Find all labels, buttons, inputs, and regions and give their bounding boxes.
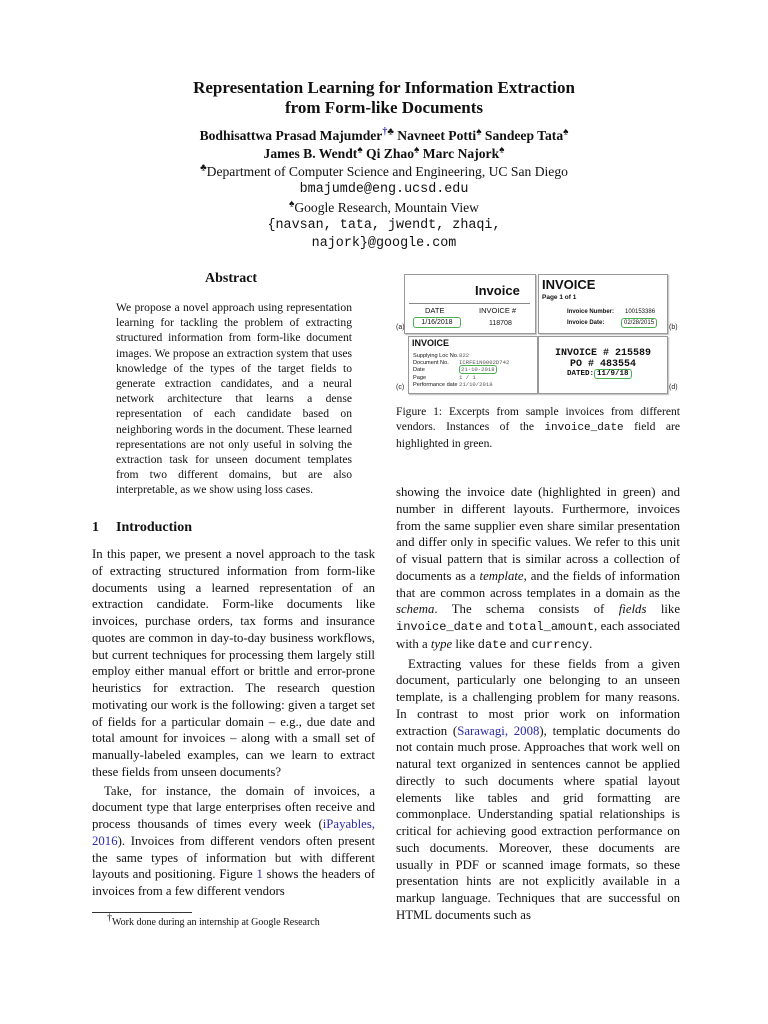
email-google-line-2: najork}@google.com [311,236,457,251]
club-symbol: ♣ [387,126,394,138]
panel-a-date-header: DATE [425,306,445,315]
section-number: 1 [92,520,99,535]
panel-c-row-value: 21/10/2018 [459,380,493,388]
figure-panel-a [404,274,536,334]
author-tata: Sandeep Tata [484,128,564,143]
spade-symbol: ♠ [357,144,363,156]
spade-symbol: ♠ [499,144,505,156]
email-google-line-1: {navsan, tata, jwendt, zhaqi, [267,218,501,233]
intro-paragraph-2: Take, for instance, the domain of invoices, a document type that large enterprises often receive and process thousands of times every week (iPayables, 2016). Invoices from different vendors often present the same types of information but with different layouts and positioning. Figure 1 shows the headers of invoices from a few different vendors [92,783,375,898]
affiliations [0,163,768,253]
abstract-text: We propose a novel approach using representation learning for tackling the problem of extracting structured information from form-like document images. We propose an extraction system that uses knowledge of the types of the target fields to generate extraction candidates, and a neural network architecture that learns a dense representation of each candidate based on neighboring words in the document. These learned representations are not only useful in solving the extraction task for unseen document templates from two different domains, but are also interpretable, as we show using loss cases. [116,301,352,497]
figure-1 [396,272,680,398]
spade-symbol: ♠ [563,126,569,138]
panel-c-row-value: ICRFE1N0002D742 [459,359,510,367]
spade-symbol: ♠ [476,126,482,138]
panel-c-row-key: Supplying Loc No. [413,353,459,359]
author-wendt: James B. Wendt [263,146,358,161]
panel-c-title: INVOICE [412,338,450,348]
figure-panel-c [408,336,538,394]
author-najork: Marc Najork [422,146,500,161]
panel-c-row [413,382,493,389]
panel-d-label: (d) [669,384,678,391]
panel-a-label: (a) [396,324,405,331]
citation-ipayables[interactable]: iPayables, 2016 [92,817,375,848]
panel-a-title: Invoice [475,283,520,298]
affiliation-ucsd: Department of Computer Science and Engineering, UC San Diego [206,164,568,179]
footnote-mark: † [107,912,112,924]
club-symbol: ♣ [200,162,207,174]
email-ucsd: bmajumde@eng.ucsd.edu [299,182,469,197]
panel-b-page: Page 1 of 1 [542,294,577,301]
field-invoice-date: invoice_date [396,620,483,634]
panel-c-label: (c) [396,384,405,391]
affiliation-google: Google Research, Mountain View [294,200,479,215]
paper-title [0,78,768,118]
author-potti: Navneet Potti [397,128,477,143]
panel-c-row-key: Document No. [413,360,449,367]
footnote-dagger: † [382,126,388,138]
panel-d-invoice-number: INVOICE # 215589 [554,348,651,359]
panel-a-date-highlight: 1/16/2018 [413,317,461,328]
right-column-body [396,484,680,926]
type-date: date [477,637,507,652]
field-total-amount: total_amount [507,620,595,634]
author-zhao: Qi Zhao [366,146,415,161]
caption-field-name: invoice_date [544,422,624,435]
panel-d-po-number: PO # 483554 [569,359,636,370]
section-heading-introduction [92,520,192,536]
panel-b-date-label: Invoice Date: [567,320,605,326]
figure-1-caption: Figure 1: Excerpts from sample invoices from different vendors. Instances of the invoice_date field are highlighted in green. [396,405,680,451]
figure-panel-b [538,274,668,334]
panel-d-dated-label: DATED: [567,370,595,378]
panel-d-date-highlight: 11/9/18 [594,369,632,379]
citation-sarawagi[interactable]: Sarawagi, 2008 [457,723,540,738]
body-paragraph-2: Extracting values for these fields from a given document, particularly one belonging to an unseen template, is a challenging problem for many reasons. In contrast to most prior work on information extraction (Sarawagi, 2008), templatic documents do not contain much prose. Approaches that work well on natural text organized in sentences cannot be applied directly to such documents where spatial layout elements like tables and grid formatting are commonplace. Understanding spatial relationships is critical for achieving good extraction performance on such documents. Moreover, these documents are usually in PDF or scanned image formats, so these presentation hints are not explicitly available in a markup language. Techniques that are successful on HTML documents such as [396,656,681,922]
panel-b-title: INVOICE [542,277,596,292]
panel-a-number-header: INVOICE # [479,306,517,315]
panel-a-number: 118708 [489,320,512,327]
panel-b-number-label: Invoice Number: [567,309,615,315]
title-line-2: from Form-like Documents [285,98,483,117]
author-majumder: Bodhisattwa Prasad Majumder [199,128,383,143]
panel-c-row-key: Performance date [413,381,458,388]
panel-c-row [413,367,497,374]
intro-paragraph-1: In this paper, we present a novel approach to the task of extracting structured information from form-like documents using a learned representation of an extraction candidate. Form-like documents like invoices, purchase orders, tax forms and insurance quotes are common in day-to-day business workflows, but current techniques for processing them largely still employ either manual effort or brittle and error-prone heuristics for extraction. The research question motivating our work is the following: given a target set of fields for a particular domain – e.g., due date and total amount for invoices – along with a small set of manually-labeled examples, can we learn to extract these fields from unseen documents? [92,547,375,779]
panel-c-row-key: Date [413,367,425,374]
left-column-body [92,546,375,902]
abstract-heading: Abstract [205,271,258,286]
panel-b-label: (b) [669,324,678,331]
section-title: Introduction [116,520,192,535]
figure-reference-link[interactable]: 1 [256,867,263,882]
type-currency: currency [531,637,590,652]
title-line-1: Representation Learning for Information Extraction [193,78,575,97]
panel-c-row-value: 1 / 1 [459,373,476,381]
author-list [0,127,768,163]
panel-b-date-highlight: 02/28/2015 [621,318,657,328]
figure-panel-d [538,336,668,394]
panel-c-row-value: 822 [459,352,470,359]
footnote [107,912,320,928]
spade-symbol: ♠ [414,144,420,156]
panel-b-number: 100153386 [625,309,656,315]
panel-c-row-key: Page [413,374,427,381]
footnote-text: Work done during an internship at Google Research [112,917,320,928]
body-paragraph-1: showing the invoice date (highlighted in green) and number in different layouts. Furthermore, invoices from the same supplier even share similar presentation and differ only in specific values. We refer to this unit of visual pattern that is similar across a collection of documents as a template, and the fields of information that are common across templates in a domain as the schema. The schema consists of fields like invoice_date and total_amount, each associated with a type like date and currency. [396,485,681,652]
spade-symbol: ♠ [289,198,295,210]
panel-c-row-value: 21-10-2018 [461,366,495,374]
